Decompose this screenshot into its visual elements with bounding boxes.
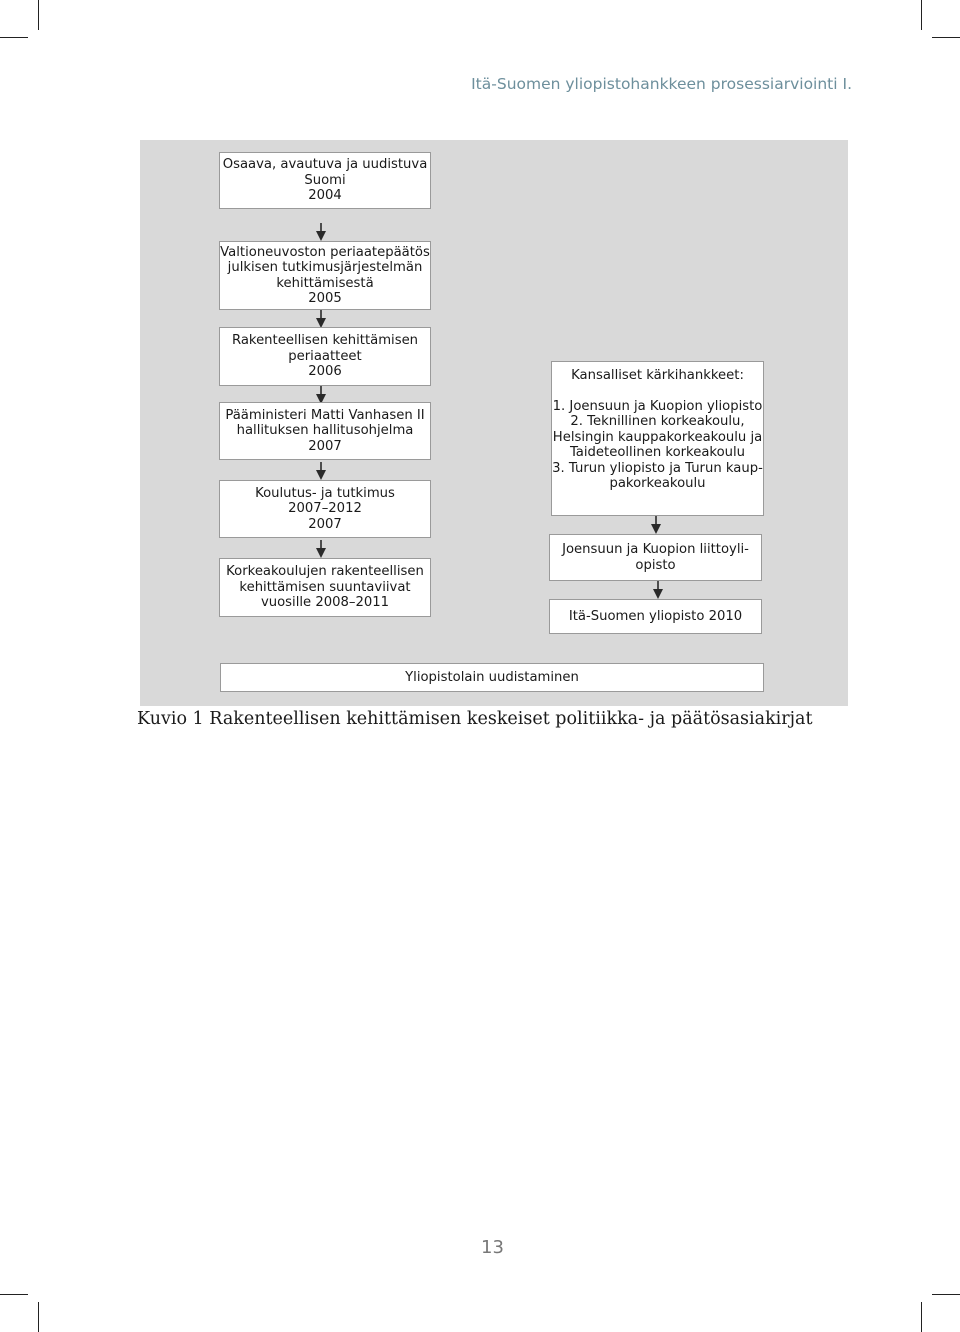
- crop-mark: [38, 0, 39, 30]
- crop-mark: [0, 1294, 28, 1295]
- box-line: 2005: [308, 291, 342, 306]
- arrow-down-icon: [650, 516, 662, 534]
- box-line: Koulutus- ja tutkimus: [255, 485, 395, 501]
- flagship-item: 3. Turun yliopisto ja Turun kaup-: [552, 460, 763, 476]
- arrow-down-icon: [315, 540, 327, 558]
- crop-mark: [38, 1302, 39, 1332]
- box-line: hallituksen hallitusohjelma: [236, 423, 414, 439]
- box-line: periaatteet: [288, 348, 362, 364]
- box-hallitusohjelma: [219, 402, 431, 460]
- arrow-down-icon: [315, 223, 327, 241]
- arrow-down-icon: [652, 581, 664, 599]
- box-valtioneuvoston-periaatepaatos: [219, 241, 431, 310]
- box-suuntaviivat: [219, 558, 431, 617]
- box-line: Rakenteellisen kehittämisen: [231, 333, 419, 349]
- flagship-item: pakorkeakoulu: [609, 476, 706, 491]
- flagship-title: Kansalliset kärkihankkeet:: [571, 368, 744, 383]
- box-line: julkisen tutkimusjärjestelmän: [227, 260, 423, 275]
- box-line: 2006: [308, 364, 342, 380]
- box-line: Valtioneuvoston periaatepäätös: [220, 244, 430, 260]
- box-line: Joensuun ja Kuopion liittoyli-: [562, 542, 749, 557]
- running-header: Itä-Suomen yliopistohankkeen prosessiarviointi I.: [471, 75, 852, 93]
- box-line: Pääministeri Matti Vanhasen II: [225, 407, 425, 423]
- box-kansalliset-karkihankkeet: [551, 361, 764, 516]
- crop-mark: [921, 0, 922, 30]
- box-line: opisto: [635, 557, 676, 573]
- box-yliopistolain-uudistaminen: [220, 663, 764, 692]
- crop-mark: [932, 1294, 960, 1295]
- box-koulutus-ja-tutkimus: [219, 480, 431, 538]
- box-line: 2007: [308, 438, 342, 454]
- box-ita-suomen-yliopisto: [549, 599, 762, 634]
- box-line: 2004: [308, 188, 342, 204]
- figure-caption: Kuvio 1 Rakenteellisen kehittämisen keskeiset politiikka- ja päätösasiakirjat: [137, 709, 813, 729]
- box-line: Korkeakoulujen rakenteellisen: [226, 564, 424, 580]
- crop-mark: [921, 1302, 922, 1332]
- box-line: Itä-Suomen yliopisto 2010: [568, 608, 743, 624]
- flagship-item: 1. Joensuun ja Kuopion yliopisto: [552, 398, 763, 414]
- box-liittoyliopisto: [549, 534, 762, 581]
- box-line: kehittämisestä: [276, 275, 374, 291]
- box-line: vuosille 2008–2011: [260, 595, 390, 611]
- box-line: Suomi: [304, 172, 346, 188]
- box-osaava-suomi: [219, 152, 431, 209]
- arrow-down-icon: [315, 462, 327, 480]
- flagship-item: Helsingin kauppakorkeakoulu ja: [552, 429, 763, 445]
- arrow-down-icon: [315, 310, 327, 328]
- flow-diagram: [140, 140, 848, 706]
- crop-mark: [932, 37, 960, 38]
- flagship-item: Taideteollinen korkeakoulu: [569, 445, 746, 460]
- box-rakenteellisen-periaatteet: [219, 327, 431, 386]
- page-number: 13: [481, 1237, 504, 1258]
- box-line: kehittämisen suuntaviivat: [239, 579, 411, 595]
- crop-mark: [0, 37, 28, 38]
- box-line: 2007–2012: [288, 501, 362, 517]
- box-line: 2007: [308, 516, 342, 532]
- box-line: Yliopistolain uudistaminen: [405, 669, 579, 685]
- flagship-item: 2. Teknillinen korkeakoulu,: [570, 414, 745, 429]
- box-line: Osaava, avautuva ja uudistuva: [222, 157, 428, 173]
